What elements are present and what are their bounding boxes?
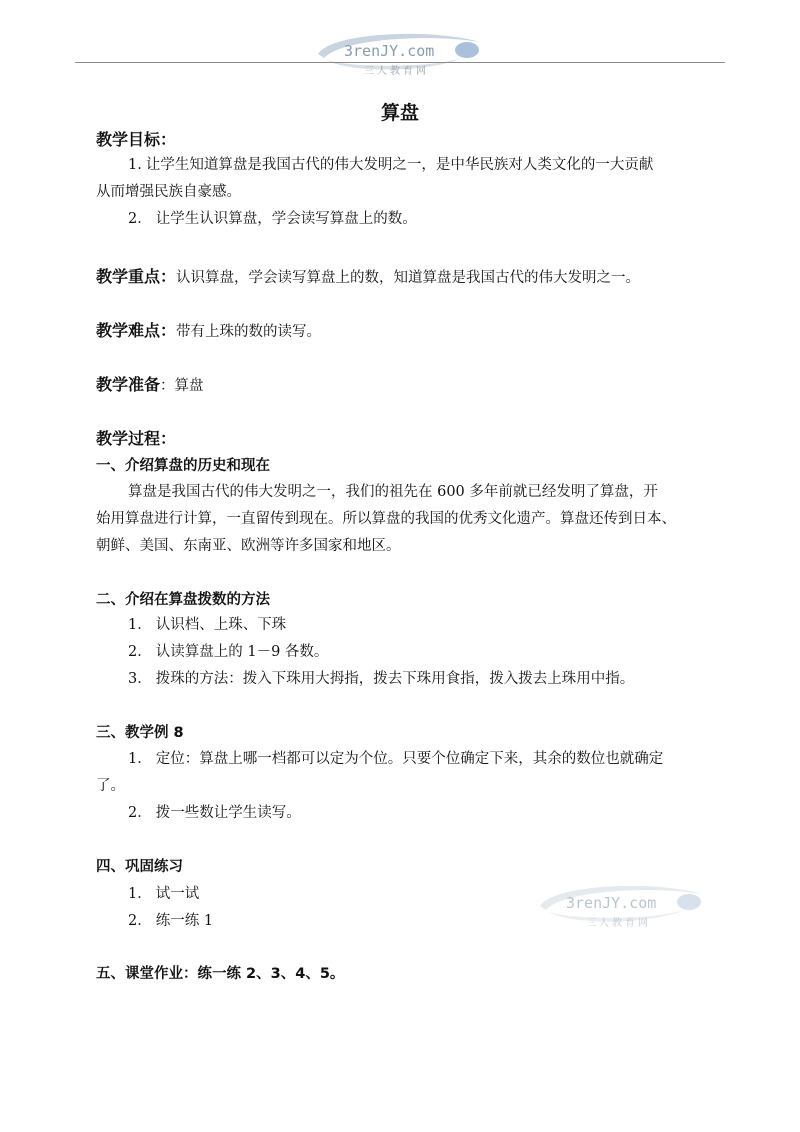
objective-item-2 [128,207,417,228]
logo-text: 3renJY.com [344,42,435,60]
watermark-text: 3renJY.com [566,894,657,912]
preparation-label: 教学准备 [96,375,161,394]
logo-subtext: 三人教育网 [364,66,429,77]
section-3-item-1-num: 1． [128,751,152,767]
section-3-item-1-text: 定位：算盘上哪一档都可以定为个位。只要个位确定下来，其余的数位也就确定 [155,751,664,767]
process-heading: 教学过程： [96,429,177,448]
watermark-logo [534,880,709,932]
section-4-item-2-num: 2． [128,913,152,929]
watermark-globe [677,894,701,910]
section-2-item-2 [128,640,328,661]
section-3-item-1-line2: 了。 [96,778,125,794]
section-3-item-2-text: 拨一些数让学生读写。 [155,805,301,821]
section-4-title: 四、巩固练习 [96,859,183,875]
section-1-para-line1: 算盘是我国古代的伟大发明之一，我们的祖先在 600 多年前就已经发明了算盘，开 [128,484,658,500]
section-4-item-2 [128,909,213,930]
section-4-item-2-text: 练一练 1 [155,913,214,929]
site-logo [312,28,487,80]
objective-item-1-line1 [128,153,653,174]
section-1-title: 一、介绍算盘的历史和现在 [96,458,270,474]
section-5-title: 五、课堂作业：练一练 2、3、4、5。 [96,966,345,982]
section-2-item-2-text: 认读算盘上的 1－9 各数。 [155,644,329,660]
section-2-item-1-text: 认识档、上珠、下珠 [155,617,287,633]
section-2-title: 二、介绍在算盘拨数的方法 [96,592,270,608]
preparation-text: ：算盘 [160,378,204,394]
difficulty [96,318,321,341]
section-2-item-3-num: 3． [128,671,152,687]
objectives-heading: 教学目标： [96,130,177,149]
key-point-label: 教学重点： [96,267,177,286]
section-2-item-3-text: 拨珠的方法：拨入下珠用大拇指，拨去下珠用食指，拨入拨去上珠用中指。 [155,671,635,687]
section-2-item-1 [128,613,286,634]
key-point [96,264,640,287]
section-1-para-line3: 朝鲜、美国、东南亚、欧洲等许多国家和地区。 [96,538,401,554]
preparation [96,372,204,395]
objective-item-1-num: 1. [128,157,142,173]
section-2-item-3 [128,667,634,688]
section-4-item-1-num: 1． [128,886,152,902]
objective-item-2-num: 2． [128,211,152,227]
objective-item-2-text: 让学生认识算盘，学会读写算盘上的数。 [155,211,417,227]
section-4-item-1 [128,882,199,903]
section-2-item-1-num: 1． [128,617,152,633]
difficulty-text: 带有上珠的数的读写。 [176,324,322,340]
objective-item-1-line2: 从而增强民族自豪感。 [96,184,241,200]
objective-item-1-text: 让学生知道算盘是我国古代的伟大发明之一，是中华民族对人类文化的一大贡献 [145,157,654,173]
section-2-item-2-num: 2． [128,644,152,660]
key-point-text: 认识算盘，学会读写算盘上的数，知道算盘是我国古代的伟大发明之一。 [176,270,641,286]
document-title: 算盘 [380,102,419,124]
watermark-subtext: 三人教育网 [586,918,651,929]
section-3-item-1-line1 [128,747,663,768]
section-4-item-1-text: 试一试 [155,886,200,902]
section-1-para-line2: 始用算盘进行计算，一直留传到现在。所以算盘的我国的优秀文化遗产。算盘还传到日本、 [96,511,676,527]
section-3-title: 三、教学例 8 [96,725,184,741]
logo-globe [455,42,479,58]
difficulty-label: 教学难点： [96,321,177,340]
section-3-item-2-num: 2． [128,805,152,821]
header-rule [75,62,725,63]
section-3-item-2 [128,801,301,822]
